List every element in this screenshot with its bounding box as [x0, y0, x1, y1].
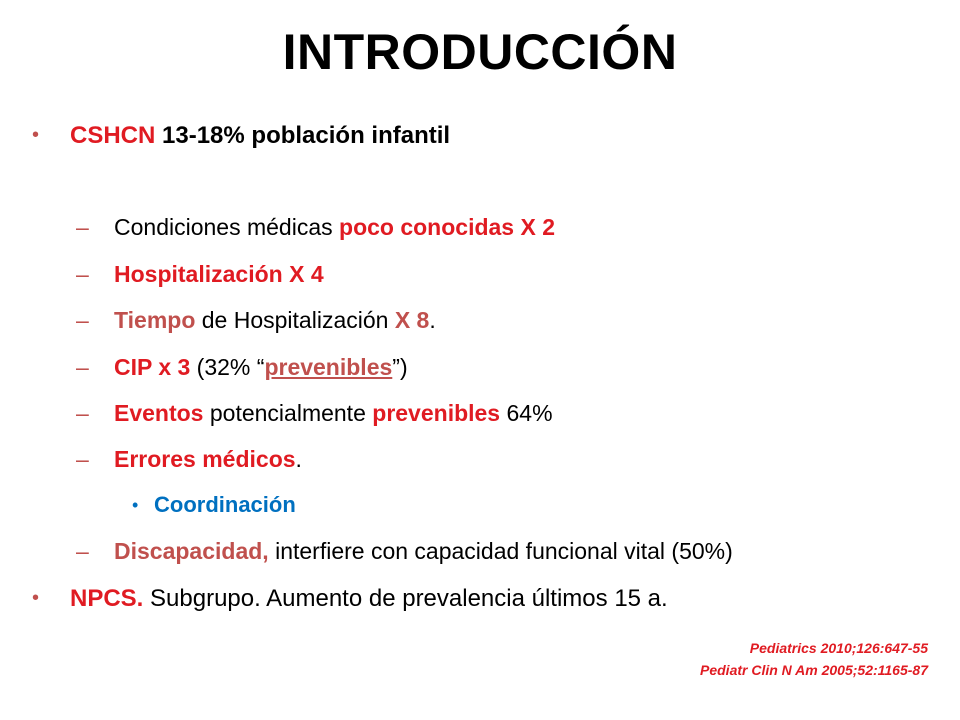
bullet-text: Subgrupo. Aumento de prevalencia últimos 15 a. [143, 585, 668, 612]
bullet-text: . [429, 307, 436, 333]
bullet-text: potencialmente [203, 400, 373, 426]
highlight-text: prevenibles [372, 400, 501, 426]
dash-marker: – [76, 307, 89, 333]
bullet-npcs [32, 585, 668, 614]
sub-bullet-condiciones [76, 214, 555, 242]
sub-bullet-eventos [76, 400, 553, 428]
bullet-text: interfiere con capacidad funcional vital (50%) [268, 538, 733, 564]
dash-marker: – [76, 400, 89, 426]
bullet-text: de Hospitalización [195, 307, 395, 333]
bullet-text: Condiciones médicas [114, 214, 340, 240]
reference-2: Pediatr Clin N Am 2005;52:1165-87 [700, 662, 928, 679]
references [700, 637, 928, 682]
highlight-text: Discapacidad, [114, 538, 269, 564]
sub-bullet-hospitalizacion [76, 261, 324, 289]
highlight-text: X 8 [394, 307, 430, 333]
highlight-text: Tiempo [114, 307, 196, 333]
dash-marker: – [76, 354, 89, 380]
term-cshcn: CSHCN [70, 122, 156, 149]
highlight-text: Hospitalización X 4 [114, 261, 324, 287]
dash-marker: – [76, 261, 89, 287]
sub-bullet-discapacidad [76, 538, 733, 566]
highlight-text: CIP x 3 [114, 354, 191, 380]
bullet-marker: • [132, 495, 139, 515]
dash-marker: – [76, 214, 89, 240]
sub-sub-bullet-coordinacion [132, 492, 296, 518]
bullet-cshcn [32, 122, 450, 151]
reference-1: Pediatrics 2010;126:647-55 [749, 640, 928, 656]
highlight-text: Errores médicos [114, 446, 296, 472]
sub-bullet-errores [76, 446, 302, 474]
sub-bullet-cip [76, 354, 408, 382]
term-npcs: NPCS. [70, 585, 144, 612]
sub-bullet-tiempo [76, 307, 436, 335]
bullet-text: (32% “ [190, 354, 265, 380]
underlined-text: prevenibles [264, 354, 393, 380]
bullet-text: ”) [392, 354, 408, 380]
dash-marker: – [76, 538, 89, 564]
highlight-text: poco conocidas X 2 [339, 214, 556, 240]
slide-title: INTRODUCCIÓN [282, 24, 678, 80]
bullet-text: . [295, 446, 302, 472]
bullet-marker: • [32, 587, 40, 609]
dash-marker: – [76, 446, 89, 472]
highlight-text: Coordinación [154, 492, 296, 517]
bullet-text: 13-18% población infantil [155, 122, 451, 149]
bullet-marker: • [32, 124, 40, 146]
highlight-text: Eventos [114, 400, 204, 426]
bullet-text: 64% [500, 400, 553, 426]
